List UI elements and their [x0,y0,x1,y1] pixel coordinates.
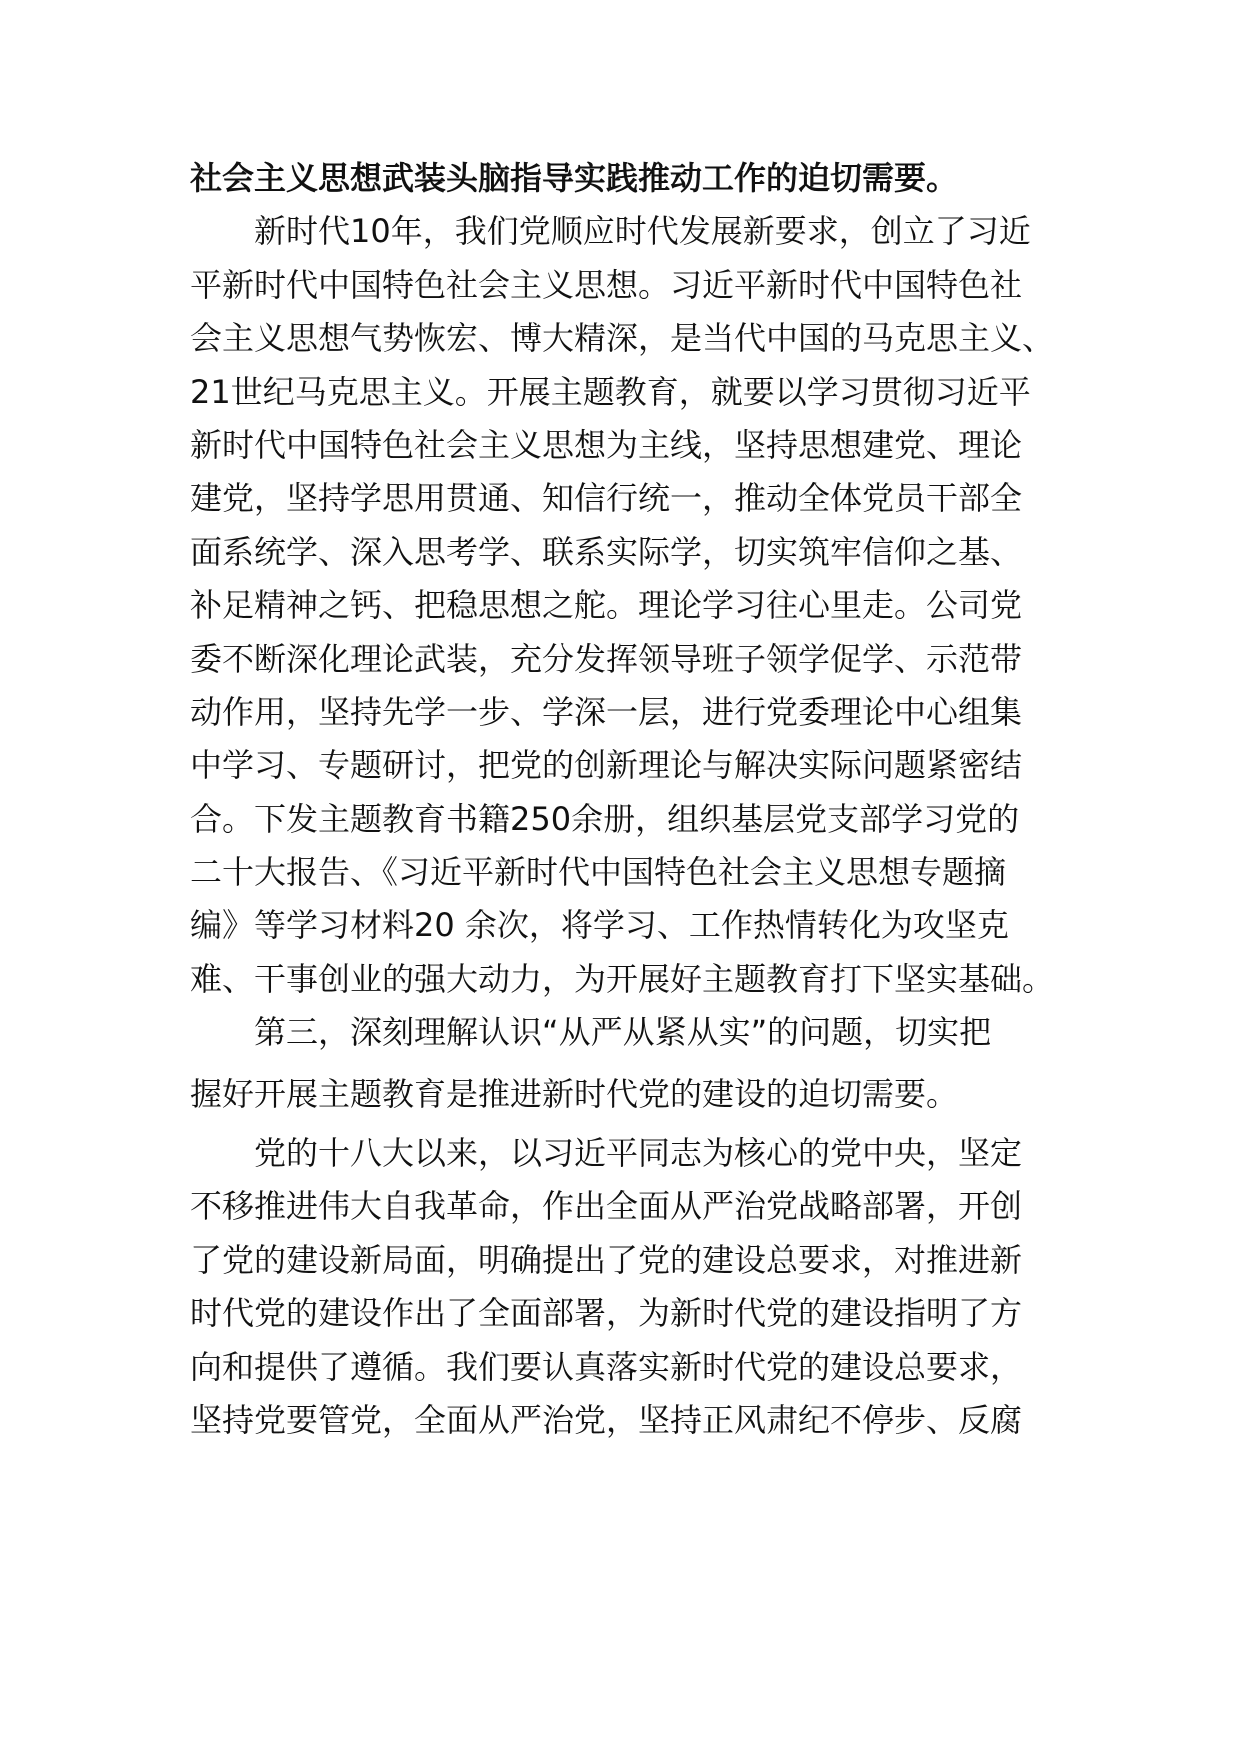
text-line: 新时代中国特色社会主义思想为主线，坚持思想建党、理论 [190,425,1023,464]
text-line: 动作用，坚持先学一步、学深一层，进行党委理论中心组集 [190,692,1023,731]
text-line: 21世纪马克思主义。开展主题教育，就要以学习贯彻习近平 [190,372,1031,411]
text-line: 二十大报告、《习近平新时代中国特色社会主义思想专题摘 [190,853,1007,892]
text-line: 不移推进伟大自我革命，作出全面从严治党战略部署，开创 [190,1187,1023,1226]
text-line: 了党的建设新局面，明确提出了党的建设总要求，对推进新 [190,1240,1023,1279]
text-line: 编》等学习材料20 余次，将学习、工作热情转化为攻坚克 [190,906,1009,945]
section-heading-line: 第三，深刻理解认识“从严从紧从实”的问题，切实把 [254,1013,992,1052]
text-line: 中学习、专题研讨，把党的创新理论与解决实际问题紧密结 [190,746,1023,785]
text-line: 时代党的建设作出了全面部署，为新时代党的建设指明了方 [190,1294,1023,1333]
text-line: 委不断深化理论武装，充分发挥领导班子领学促学、示范带 [190,639,1023,678]
text-line: 坚持党要管党，全面从严治党，坚持正风肃纪不停步、反腐 [190,1400,1023,1439]
body-text [190,152,1070,1447]
text-line: 建党，坚持学思用贯通、知信行统一，推动全体党员干部全 [190,479,1023,518]
text-line: 平新时代中国特色社会主义思想。习近平新时代中国特色社 [190,265,1023,304]
text-line: 新时代10年，我们党顺应时代发展新要求，创立了习近 [254,212,1031,251]
section-heading-line: 握好开展主题教育是推进新时代党的建设的迫切需要。 [190,1074,959,1113]
text-line: 向和提供了遵循。我们要认真落实新时代党的建设总要求， [190,1347,1023,1386]
text-line: 合。下发主题教育书籍250余册，组织基层党支部学习党的 [190,799,1020,838]
text-line: 面系统学、深入思考学、联系实际学，切实筑牢信仰之基、 [190,532,1023,571]
text-line: 难、干事创业的强大动力，为开展好主题教育打下坚实基础。 [190,959,1055,998]
text-line: 党的十八大以来，以习近平同志为核心的党中央，坚定 [254,1134,1023,1173]
text-line: 社会主义思想武装头脑指导实践推动工作的迫切需要。 [190,159,959,197]
text-line: 补足精神之钙、把稳思想之舵。理论学习往心里走。公司党 [190,586,1023,625]
text-line: 会主义思想气势恢宏、博大精深，是当代中国的马克思主义、 [190,319,1055,358]
